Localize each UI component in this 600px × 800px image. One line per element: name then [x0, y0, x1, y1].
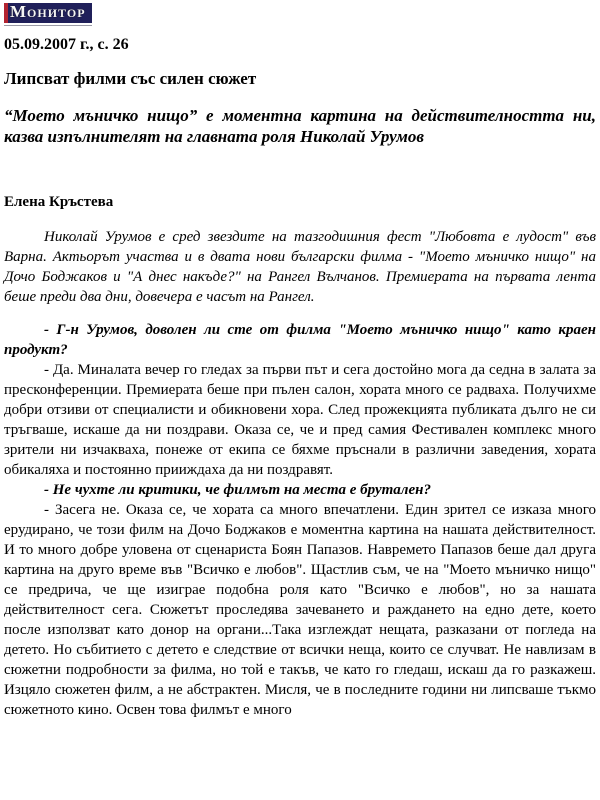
monitor-logo-text: ОНИТОР: [27, 6, 86, 20]
interview-answer-2: - Засега не. Оказа се, че хората са много впечатлени. Един зрител се изказа много ерудирано, че този филм на Дочо Боджаков е моментна картина на нашата действителност. И то много добре уловена от сценариста Боян Папазов. Навремето Папазов беше дал друга картина на друго време във "Всичко е любов". Щастлив съм, че на "Моето мъничко нищо" се предрича, че ще изиграе подобна роля като "Всичко е любов", но за нашата действителност сега. Сюжетът проследява зачеването и раждането на едно дете, което после използват като донор на органи...Така изглеждат нещата, разказани от погледа на детето. Но събитието с детето е следствие от всички неща, които се случват. Не навлизам в сюжетни подробности за филма, но той е такъв, че като го гледаш, искаш да го разкажеш. Изцяло сюжетен филм, а не абстрактен. Мисля, че в последните години ни липсваше тъкмо сюжетното кино. Освен това филмът е много: [4, 502, 596, 718]
interview-question-2: - Не чухте ли критики, че филмът на места е брутален?: [44, 482, 431, 498]
monitor-logo: [4, 3, 92, 23]
author-byline: Елена Кръстева: [4, 194, 114, 210]
intro-paragraph: Николай Урумов е сред звездите на тазгодишния фест "Любовта е лудост" във Варна. Актьорът участва и в двата нови български филма - "Моето мъничко нищо" на Дочо Боджаков и "А днес накъде?" на Рангел Вълчанов. Премиерата на първата лента беше преди два дни, довечера е часът на Рангел.: [4, 229, 596, 305]
publication-date: 05.09.2007 г., с. 26: [4, 36, 129, 53]
article-headline: Липсват филми със силен сюжет: [4, 69, 257, 88]
interview-question-1: - Г-н Урумов, доволен ли сте от филма "Моето мъничко нищо" като краен продукт?: [4, 322, 596, 358]
monitor-logo-initial: М: [10, 2, 28, 21]
newspaper-masthead: [4, 3, 92, 26]
article-subheadline: “Моето мъничко нищо” е моментна картина на действителността ни, казва изпълнителят на главната роля Николай Урумов: [4, 106, 596, 146]
interview-answer-1: - Да. Миналата вечер го гледах за първи път и сега достойно мога да седна в залата за пресконференции. Премиерата беше при пълен салон, хората много се радваха. Получихме добри отзиви от специалисти и обикновени хора. След прожекцията публиката дълго не си тръгваше, искаше да ни поздрави. Оказа се, че и пред самия Фестивален комплекс много зрители ни изчакваха, понеже от екипа се бяхме пръснали в различни заведения, хората обикаляха и постоянно прииждаха да ни поздравят.: [4, 362, 596, 478]
